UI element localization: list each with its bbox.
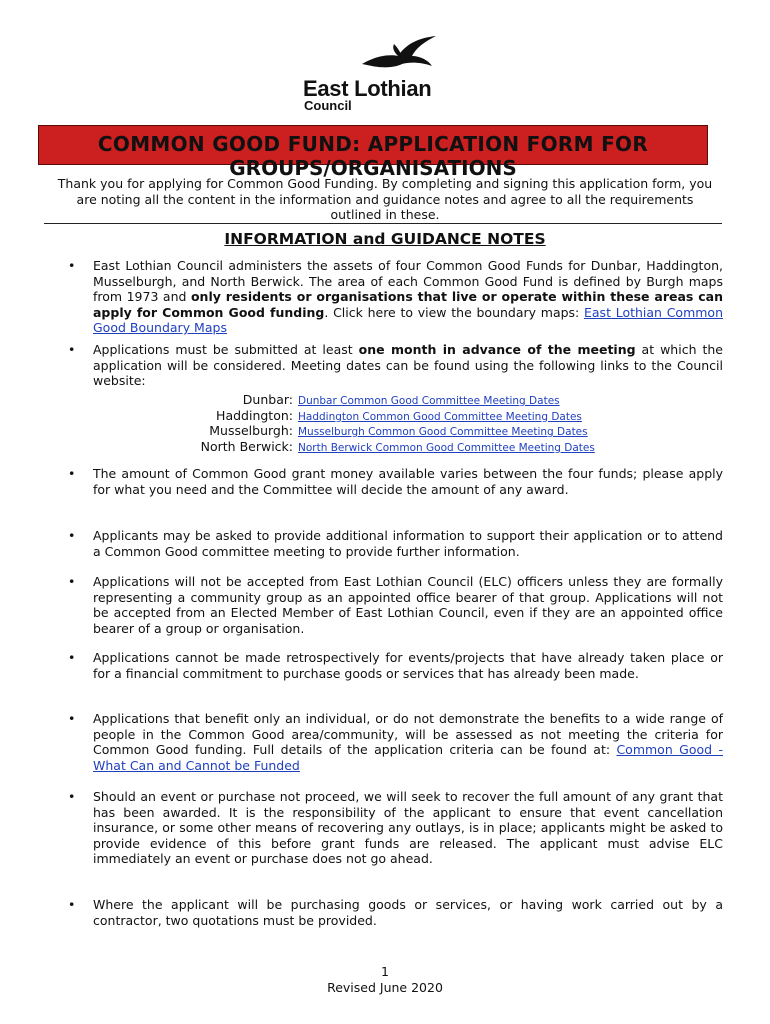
form-title-line1: COMMON GOOD FUND: APPLICATION FORM FOR bbox=[97, 132, 649, 156]
bullet-marker: • bbox=[68, 574, 76, 589]
guidance-item-8: Should an event or purchase not proceed, we will seek to recover the full amount of any grant that has been awarded. It is the responsibility of the applicant to ensure that event cancellation insurance, or some other means of recovering any outlays, is in place; applicants might be asked to provide evidence of this before grant funds are released. The applicant must advise ELC immediately an event or purchase does not go ahead. bbox=[93, 789, 723, 866]
logo-name: East Lothian bbox=[303, 76, 432, 101]
meeting-link-row bbox=[93, 389, 723, 405]
guidance-item-2 bbox=[93, 342, 723, 389]
divider bbox=[44, 223, 722, 224]
eagle-icon bbox=[358, 34, 438, 76]
item-bold-text: only residents or organisations that live or operate within these areas can apply for Common Good funding bbox=[93, 289, 724, 320]
intro-text: Thank you for applying for Common Good Funding. By completing and signing this application form, you are noting all the content in the information and guidance notes and agree to all the requirements outlined in these. bbox=[57, 176, 713, 222]
bullet-marker: • bbox=[68, 897, 76, 912]
item-bold-text: one month in advance of the meeting bbox=[358, 342, 636, 357]
bullet-marker: • bbox=[68, 650, 76, 665]
bullet-marker: • bbox=[68, 711, 76, 726]
boundary-maps-link[interactable]: East Lothian Common Good Boundary Maps bbox=[93, 304, 723, 335]
item-text: . Click here to view the boundary maps: bbox=[324, 304, 584, 320]
guidance-item-6: Applications cannot be made retrospectively for events/projects that have already taken place or for a financial commitment to purchase goods or services that has already been made. bbox=[93, 650, 723, 681]
guidance-item-4: Applicants may be asked to provide additional information to support their application or to attend a Common Good committee meeting to provide further information. bbox=[93, 528, 723, 559]
revision-date: Revised June 2020 bbox=[327, 980, 443, 995]
item-text: Applications that benefit only an individual, or do not demonstrate the benefits to a wide range of people in the Common Good area/community, will be assessed as not meeting the criteria for Common Good funding. Full details of the application criteria can be found at: bbox=[93, 711, 723, 757]
guidance-item-7 bbox=[93, 711, 723, 773]
guidance-item-9: Where the applicant will be purchasing goods or services, or having work carried out by a contractor, two quotations must be provided. bbox=[93, 897, 723, 928]
form-title-box bbox=[38, 125, 708, 180]
item-text: Applications must be submitted at least bbox=[93, 342, 359, 357]
council-logo bbox=[303, 34, 473, 114]
bullet-marker: • bbox=[68, 528, 76, 543]
bullet-marker: • bbox=[68, 258, 76, 273]
bullet-marker: • bbox=[68, 466, 76, 481]
town-label: Haddington: bbox=[216, 407, 293, 423]
dunbar-meeting-link[interactable]: Dunbar Common Good Committee Meeting Dates bbox=[298, 395, 560, 407]
guidance-item-3: The amount of Common Good grant money available varies between the four funds; please apply for what you need and the Committee will decide the amount of any award. bbox=[93, 466, 723, 497]
town-label: Dunbar: bbox=[242, 392, 293, 407]
meeting-link-row bbox=[93, 420, 723, 436]
item-text: East Lothian Council administers the assets of four Common Good Funds for Dunbar, Haddington, Musselburgh, and North Berwick. The area of each Common Good Fund is defined by Burgh maps from 1973 and bbox=[93, 258, 723, 304]
page-number: 1 bbox=[381, 964, 389, 979]
guidance-item-1 bbox=[93, 258, 723, 336]
logo-council: Council bbox=[304, 98, 352, 113]
form-title-line2: GROUPS/ORGANISATIONS bbox=[229, 156, 517, 180]
funding-criteria-link[interactable]: Common Good - What Can and Cannot be Funded bbox=[93, 742, 723, 773]
musselburgh-meeting-link[interactable]: Musselburgh Common Good Committee Meeting Dates bbox=[298, 426, 588, 438]
item-text: at which the application will be considered. Meeting dates can be found using the following links to the Council website: bbox=[93, 342, 723, 388]
meeting-dates-links bbox=[93, 389, 723, 454]
town-label: Musselburgh: bbox=[209, 423, 293, 438]
haddington-meeting-link[interactable]: Haddington Common Good Committee Meeting Dates bbox=[298, 410, 582, 423]
bullet-marker: • bbox=[68, 789, 76, 804]
meeting-link-row bbox=[93, 436, 723, 452]
town-label: North Berwick: bbox=[200, 438, 293, 454]
guidance-item-5: Applications will not be accepted from East Lothian Council (ELC) officers unless they are formally representing a community group as an appointed office bearer of that group. Applications will not be accepted from an Elected Member of East Lothian Council, even if they are an appointed office bearer of a group or organisation. bbox=[93, 574, 723, 636]
bullet-marker: • bbox=[68, 342, 76, 357]
section-heading: INFORMATION and GUIDANCE NOTES bbox=[224, 230, 546, 248]
north-berwick-meeting-link[interactable]: North Berwick Common Good Committee Meeting Dates bbox=[298, 441, 595, 454]
meeting-link-row bbox=[93, 405, 723, 421]
